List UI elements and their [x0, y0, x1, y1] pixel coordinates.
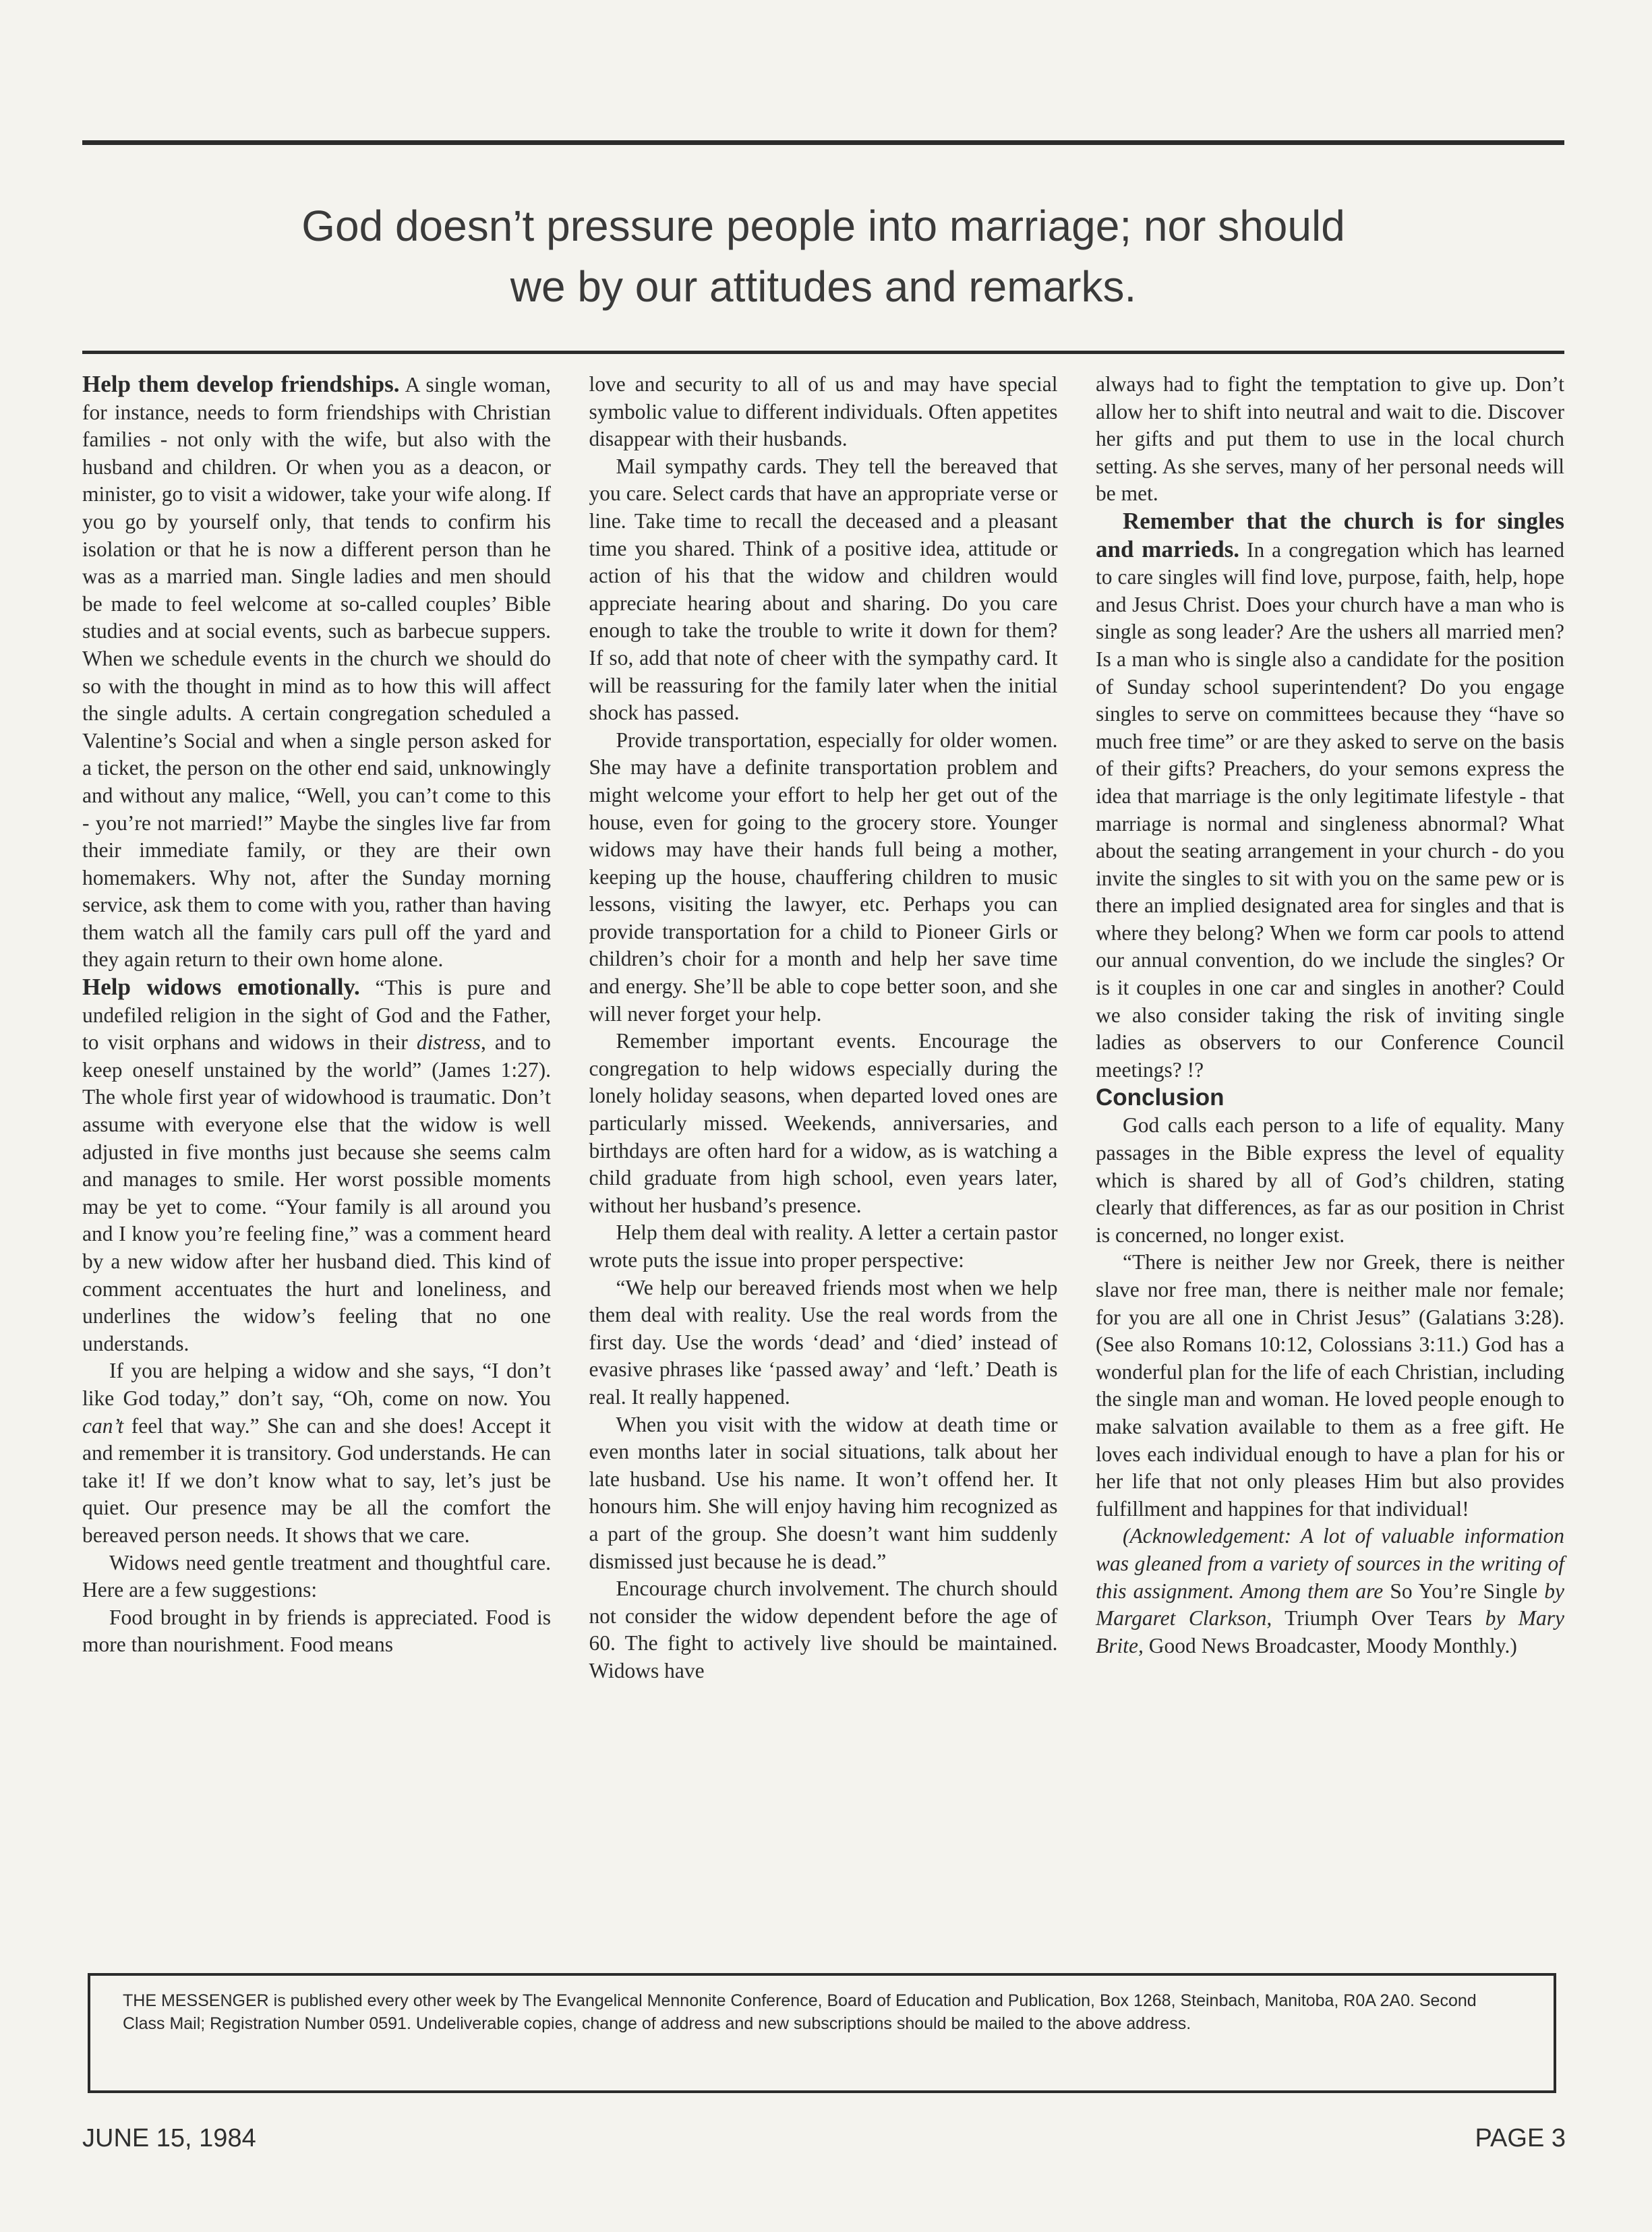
top-rule — [82, 140, 1564, 145]
emphasis: distress — [416, 1030, 481, 1055]
pull-quote-line-1: God doesn’t pressure people into marriage; nor should — [301, 202, 1345, 250]
run-in-heading: Help widows emotionally. — [82, 974, 360, 1001]
middle-rule — [82, 351, 1564, 354]
book-title: Good News Broadcaster, Moody Monthly.) — [1143, 1633, 1517, 1657]
paragraph: Food brought in by friends is appreciated. Food is more than nourishment. Food means — [82, 1605, 551, 1657]
publication-notice: THE MESSENGER is published every other week by The Evangelical Mennonite Conference, Board of Education and Publication, Box 1268, Steinbach, Manitoba, R0A 2A0. Second Class Mail; Registration Number 0591. Undeliverable copies, change of address and new subscriptions should be mailed to the above address. — [88, 1973, 1556, 2093]
column-2 — [589, 371, 1058, 1956]
paragraph-text: In a congregation which has learned to care singles will find love, purpose, faith, help, hope and Jesus Christ. Does your church have a man who is single as song leader? Are the ushers all married men? Is a man who is single also a candidate for the position of Sunday school superintendent? Do you engage singles to serve on committees because they “have so much free time” or are they asked to serve on the basis of their gifts? Preachers, do your semons express the idea that marriage is the only legitimate lifestyle - that marriage is normal and singleness abnormal? What about the seating arrangement in your church - do you invite the singles to sit with you on the same pew or is there an implied designated area for singles and that is where they belong? When we form car pools to attend our annual convention, do we include the singles? Or is it couples in one car and singles in another? Could we also consider taking the risk of inviting single ladies as observers to our Conference Council meetings? !? — [1096, 537, 1564, 1082]
paragraph: When you visit with the widow at death time or even months later in social situations, talk about her late husband. Use his name. It won’t offend her. It honours him. She will enjoy having him recognized as a part of the group. She doesn’t want him suddenly dismissed just because he is dead.” — [589, 1412, 1058, 1573]
emphasis: can’t — [82, 1413, 124, 1438]
run-in-heading: Remember that the church is for singles and marrieds. — [1096, 507, 1564, 562]
paragraph-text: A single woman, for instance, needs to form friendships with Christian families - not only with the wife, but also with the husband and children. Or when you as a deacon, or minister, go to visit a widower, take your wife along. If you go by yourself only, that tends to confirm his isolation or that he is now a different person than he was as a married man. Single ladies and men should be made to feel welcome at so-called couples’ Bible studies and at social events, such as barbecue suppers. When we schedule events in the church we should do so with the thought in mind as to how this will affect the single adults. A certain congregation scheduled a Valentine’s Social and when a single person asked for a ticket, the person on the other end said, unknowingly and without any malice, “Well, you can’t come to this - you’re not married!” Maybe the singles live far from their immediate family, or they are their own homemakers. Why not, after the Sunday morning service, ask them to come with you, rather than having them watch all the family cars pull off the yard and they again return to their own home alone. — [82, 373, 552, 972]
paragraph: Mail sympathy cards. They tell the bereaved that you care. Select cards that have an appropriate verse or line. Take time to recall the deceased and a pleasant time you shared. Think of a positive idea, attitude or action of his that the widow and children would appreciate hearing about and sharing. Do you care enough to take the trouble to write it down for them? If so, add that note of cheer with the sympathy card. It will be reassuring for the family later when the initial shock has passed. — [589, 454, 1058, 725]
article-columns — [82, 371, 1564, 1956]
paragraph — [82, 371, 551, 974]
pull-quote — [82, 196, 1564, 317]
paragraph: “There is neither Jew nor Greek, there is neither slave nor free man, there is neither male nor female; for you are all one in Christ Jesus” (Galatians 3:28). (See also Romans 10:12, Colossians 3:11.) God has a wonderful plan for the life of each Christian, including the single man and woman. He loved people enough to make salvation available to them as a free gift. He loves each individual enough to have a plan for his or her life that not only pleases Him but also provides fulfillment and happines for that individual! — [1096, 1250, 1564, 1521]
column-3 — [1096, 371, 1564, 1956]
paragraph: Remember important events. Encourage the congregation to help widows especially during the lonely holiday seasons, when departed loved ones are particularly missed. Weekends, anniversaries, and birthdays are often hard for a widow, as is watching a child graduate from high school, even years later, without her husband’s presence. — [589, 1029, 1058, 1217]
book-title: Triumph Over Tears — [1272, 1606, 1485, 1631]
run-in-heading: Help them develop friendships. — [82, 371, 400, 397]
paragraph: love and security to all of us and may have special symbolic value to different individuals. Often appetites disappear with their husbands. — [589, 372, 1058, 451]
paragraph: Provide transportation, especially for older women. She may have a definite transportation problem and might welcome your effort to help her get out of the house, even for going to the grocery store. Younger widows may have their hands full being a mother, keeping up the house, chauffering children to music lessons, visiting the lawyer, etc. Perhaps you can provide transportation for a child to Pioneer Girls or children’s choir for a month and help her save time and energy. She’ll be able to cope better soon, and she will never forget your help. — [589, 728, 1058, 1026]
page-number: PAGE 3 — [1475, 2124, 1566, 2152]
acknowledgement — [1096, 1523, 1564, 1660]
paragraph: always had to fight the temptation to give up. Don’t allow her to shift into neutral and wait to die. Discover her gifts and put them to use in the local church setting. As she serves, many of her personal needs will be met. — [1096, 372, 1564, 506]
emphasis: (Acknowledgement: A lot of valuable information was gleaned from a variety of sources in the writing of this assignment. Among them are — [1096, 1524, 1564, 1603]
paragraph-text: , and to keep oneself unstained by the world” (James 1:27). The whole first year of widowhood is traumatic. Don’t assume with everyone else that the widow is well adjusted in five months just because she seems calm and manages to smile. Her worst possible moments may be yet to come. “Your family is all around you and I know you’re feeling fine,” was a comment heard by a new widow after her husband died. This kind of comment accentuates the hurt and loneliness, and underlines the widow’s feeling that no one understands. — [82, 1030, 551, 1355]
issue-date: JUNE 15, 1984 — [82, 2124, 256, 2152]
paragraph — [1096, 508, 1564, 1084]
book-title: So You’re Single — [1383, 1579, 1545, 1603]
paragraph — [82, 1357, 551, 1549]
paragraph — [82, 974, 551, 1357]
paragraph: God calls each person to a life of equality. Many passages in the Bible express the level of equality which is shared by all of God’s children, stating clearly that differences, as far as our position in Christ is concerned, no longer exist. — [1096, 1113, 1564, 1247]
paragraph-text: If you are helping a widow and she says, “I don’t like God today,” don’t say, “Oh, come on now. You — [82, 1359, 551, 1410]
paragraph: Widows need gentle treatment and thoughtful care. Here are a few suggestions: — [82, 1550, 551, 1602]
paragraph-text: feel that way.” She can and she does! Accept it and remember it is transitory. God understands. He can take it! If we don’t know what to say, let’s just be quiet. Our presence may be all the comfort the bereaved person needs. It shows that we care. — [82, 1413, 551, 1547]
paragraph: Encourage church involvement. The church should not consider the widow dependent before the age of 60. The fight to actively live should be maintained. Widows have — [589, 1577, 1058, 1682]
section-heading: Conclusion — [1096, 1084, 1225, 1111]
emphasis: by Margaret Clarkson, — [1096, 1579, 1564, 1631]
emphasis: by Mary Brite, — [1096, 1606, 1564, 1657]
paragraph-text: “This is pure and undefiled religion in the sight of God and the Father, to visit orphans and widows in their — [82, 976, 551, 1055]
pull-quote-line-2: we by our attitudes and remarks. — [510, 262, 1137, 311]
paragraph: Help them deal with reality. A letter a certain pastor wrote puts the issue into proper perspective: — [589, 1221, 1058, 1272]
paragraph: “We help our bereaved friends most when we help them deal with reality. Use the real words from the first day. Use the words ‘dead’ and ‘died’ instead of evasive phrases like ‘passed away’ and ‘left.’ Death is real. It really happened. — [589, 1275, 1058, 1409]
column-1 — [82, 371, 551, 1956]
